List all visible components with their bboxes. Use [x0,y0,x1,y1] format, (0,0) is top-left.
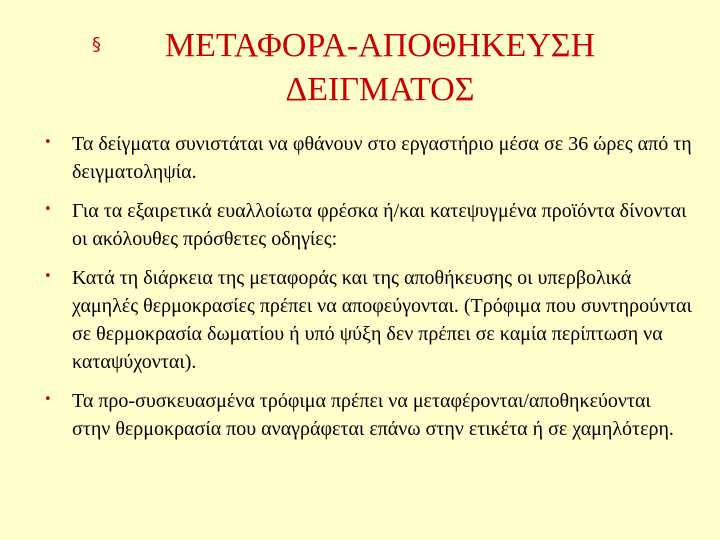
bullet-text-2: Για τα εξαιρετικά ευαλλοίωτα φρέσκα ή/και κατεψυγμένα προϊόντα δίνονται οι ακόλουθες πρόσθετες οδηγίες: [72,200,687,250]
bullet-text-4: Τα προ-συσκευασμένα τρόφιμα πρέπει να μεταφέρονται/αποθηκεύονται στην θερμοκρασία που αναγράφεται επάνω στην ετικέτα ή σε χαμηλότερη. [72,390,674,440]
bullet-list [44,130,694,454]
bullet-text-1: Τα δείγματα συνιστάται να φθάνουν στο εργαστήριο μέσα σε 36 ώρες από τη δειγματοληψία. [72,133,692,183]
slide-title [80,24,680,112]
bullet-dot-icon: • [44,269,52,284]
bullet-item-1 [44,130,694,186]
title-bullet-icon: § [92,34,101,55]
bullet-text-3: Κατά τη διάρκεια της μεταφοράς και της αποθήκευσης οι υπερβολικά χαμηλές θερμοκρασίες πρέπει να αποφεύγονται. (Τρόφιμα που συντηρούνται σε θερμοκρασία δωματίου ή υπό ψύξη δεν πρέπει σε καμία περίπτωση να καταψύχονται). [72,267,692,373]
bullet-item-2 [44,197,694,253]
title-line-1: ΜΕΤΑΦΟΡΑ-ΑΠΟΘΗΚΕΥΣΗ [164,27,596,64]
bullet-dot-icon: • [44,392,52,407]
bullet-dot-icon: • [44,202,52,217]
bullet-item-4 [44,387,694,443]
bullet-item-3 [44,264,694,376]
bullet-dot-icon: • [44,135,52,150]
title-line-2: ΔΕΙΓΜΑΤΟΣ [285,71,475,108]
